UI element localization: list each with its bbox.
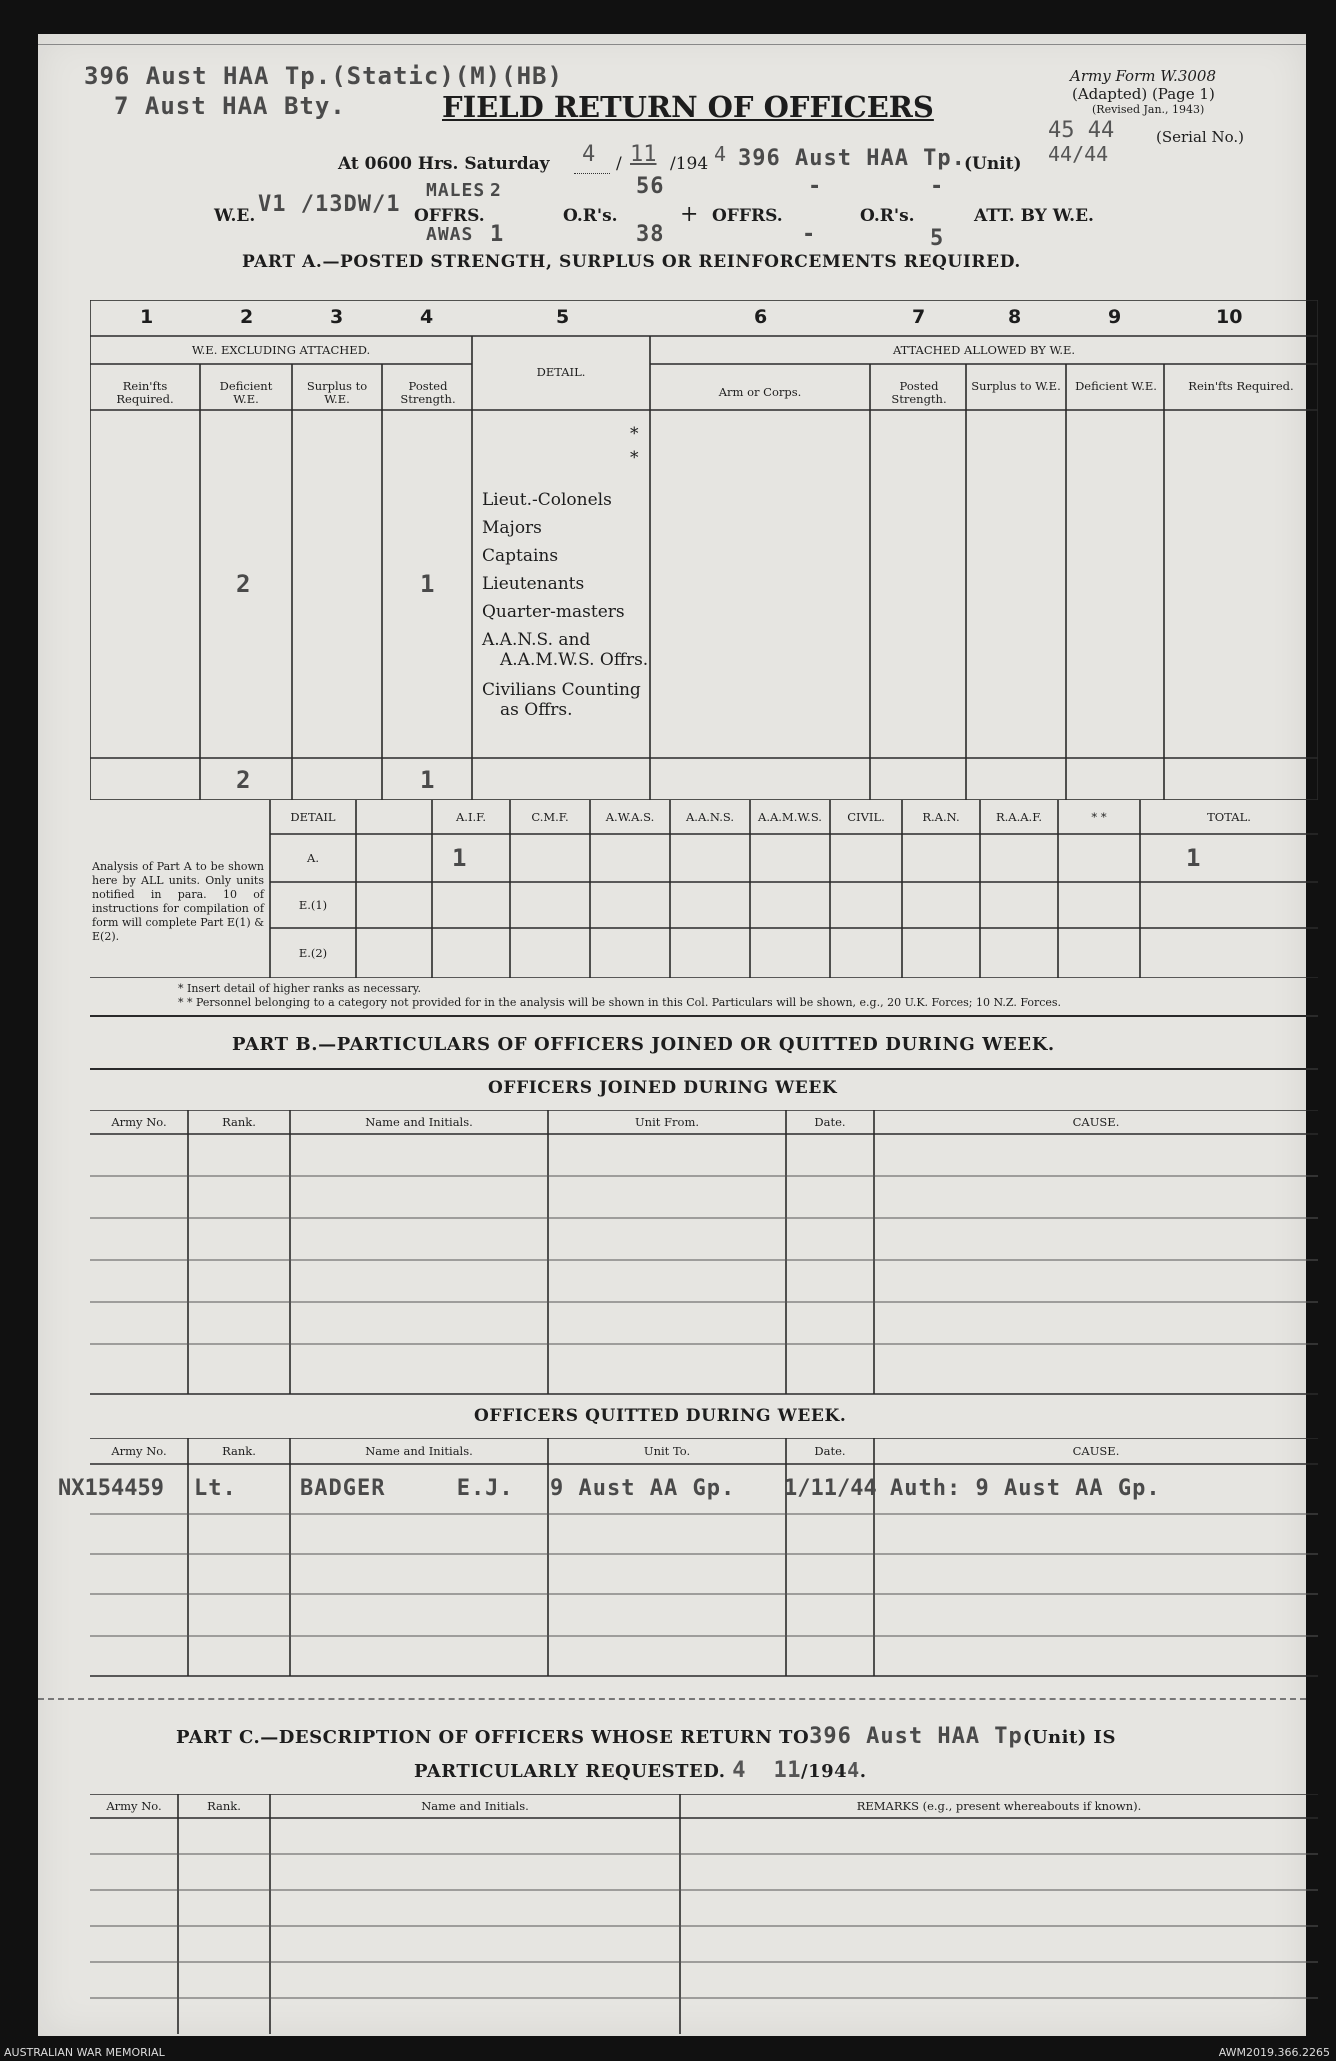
we-offrs-label: OFFRS. <box>414 206 485 226</box>
joined-head-unit-from: Unit From. <box>634 1115 699 1129</box>
part-c-year: 4 <box>847 1758 860 1782</box>
part-b-rule <box>90 1068 1318 1070</box>
total-posted: 1 <box>420 766 436 794</box>
awas-att-offrs: - <box>802 222 817 247</box>
joined-title: OFFICERS JOINED DURING WEEK <box>488 1078 838 1098</box>
rank-captains: Captains <box>482 546 559 566</box>
top-rule <box>38 44 1306 45</box>
col-num-3: 3 <box>330 306 344 328</box>
rank-lt-col: Lieut.-Colonels <box>482 490 612 510</box>
date-month: 11 <box>630 142 657 167</box>
we-att-label: ATT. BY W.E. <box>974 206 1094 226</box>
we-plus: + <box>680 202 699 227</box>
part-c-line1-b: (Unit) IS <box>1022 1727 1116 1748</box>
analysis-a-aif: 1 <box>452 844 468 872</box>
we-label: W.E. <box>214 206 256 226</box>
date-year-prefix: /194 <box>670 154 709 174</box>
analysis-head-awas: A.W.A.S. <box>605 810 655 824</box>
joined-head-army-no: Army No. <box>111 1115 167 1129</box>
footer-left: AUSTRALIAN WAR MEMORIAL <box>4 2046 165 2059</box>
star-1: * <box>630 424 639 444</box>
quitted-rank: Lt. <box>194 1476 237 1501</box>
analysis-head-total: TOTAL. <box>1207 810 1251 824</box>
rank-aans: A.A.N.S. and <box>482 630 591 650</box>
awas-offrs: 1 <box>490 222 505 247</box>
part-c-unit: 396 Aust HAA Tp <box>809 1724 1023 1749</box>
analysis-row-e2: E.(2) <box>298 946 328 960</box>
col-num-4: 4 <box>420 306 434 328</box>
part-c-line1 <box>176 1724 1116 1749</box>
joined-head-date: Date. <box>814 1115 846 1129</box>
part-c-head-army-no: Army No. <box>106 1799 162 1813</box>
quitted-head-cause: CAUSE. <box>1072 1444 1120 1458</box>
quitted-name: BADGER E.J. <box>300 1476 514 1501</box>
part-c-line2-b: /194 <box>801 1761 848 1782</box>
head-surplus-right: Surplus to W.E. <box>971 379 1061 393</box>
lieut-deficient: 2 <box>236 570 252 598</box>
analysis-head-cmf: C.M.F. <box>531 810 569 824</box>
males-att-offrs: - <box>808 174 823 199</box>
part-c-grid <box>90 1794 1318 2034</box>
col-num-5: 5 <box>556 306 570 328</box>
head-reinfts-right: Rein'fts Required. <box>1188 379 1294 393</box>
joined-head-name: Name and Initials. <box>365 1115 473 1129</box>
part-c-line2-a: PARTICULARLY REQUESTED. <box>414 1761 726 1782</box>
we-ors-label: O.R's. <box>563 206 618 226</box>
part-c-table <box>90 1794 1318 2034</box>
analysis-row-e1: E.(1) <box>298 898 328 912</box>
date-day: 4 <box>582 142 596 167</box>
analysis-note: Analysis of Part A to be shown here by ALL units. Only units notified in para. 10 of instructions for compilation of form will complete Part E(1) & E(2). <box>92 860 264 943</box>
part-c-line1-a: PART C.—DESCRIPTION OF OFFICERS WHOSE RETURN TO <box>176 1727 810 1748</box>
analysis-head-ran: R.A.N. <box>922 810 960 824</box>
part-b-title: PART B.—PARTICULARS OF OFFICERS JOINED OR QUITTED DURING WEEK. <box>232 1034 1055 1055</box>
analysis-section <box>90 800 1318 978</box>
quitted-army-no: NX154459 <box>58 1476 164 1501</box>
form-revised: (Revised Jan., 1943) <box>1092 103 1205 116</box>
quitted-table <box>58 1438 1318 1678</box>
head-deficient-left: Deficient W.E. <box>219 379 273 406</box>
joined-head-rank: Rank. <box>222 1115 256 1129</box>
awas-att-ors: 5 <box>930 226 945 251</box>
quitted-unit-to: 9 Aust AA Gp. <box>550 1476 736 1501</box>
analysis-head-civil: CIVIL. <box>847 810 885 824</box>
quitted-head-army-no: Army No. <box>111 1444 167 1458</box>
date-unit-label: (Unit) <box>964 154 1022 174</box>
joined-head-cause: CAUSE. <box>1072 1115 1120 1129</box>
footnote-2: * * Personnel belonging to a category not provided for in the analysis will be shown in this Col. Particulars will be shown, e.g., 20 U.K. Forces; 10 N.Z. Forces. <box>178 996 1062 1009</box>
day-dots <box>574 173 610 174</box>
col-num-10: 10 <box>1216 306 1243 328</box>
head-posted-left: Posted Strength. <box>400 379 456 406</box>
we-excluding-head: W.E. EXCLUDING ATTACHED. <box>191 343 371 357</box>
rank-lieutenants: Lieutenants <box>482 574 585 594</box>
awas-ors: 38 <box>636 222 665 247</box>
form-adapted: (Adapted) (Page 1) <box>1072 85 1215 103</box>
joined-table <box>90 1110 1318 1396</box>
awas-label: AWAS <box>426 224 474 245</box>
analysis-head-other: * * <box>1091 810 1107 824</box>
part-c-head-remarks: REMARKS (e.g., present whereabouts if known). <box>856 1799 1142 1813</box>
males-att-ors: - <box>930 174 945 199</box>
quitted-grid <box>90 1438 1318 1678</box>
col-num-6: 6 <box>754 306 768 328</box>
form-name: Army Form W.3008 <box>1070 67 1216 85</box>
date-at-label: At 0600 Hrs. Saturday <box>338 154 550 174</box>
analysis-head-aamws: A.A.M.W.S. <box>758 810 822 824</box>
lieut-posted: 1 <box>420 570 436 598</box>
date-unit: 396 Aust HAA Tp. <box>738 146 966 171</box>
analysis-head-aif: A.I.F. <box>455 810 486 824</box>
footnote-1: * Insert detail of higher ranks as necessary. <box>178 982 422 995</box>
analysis-head-raaf: R.A.A.F. <box>995 810 1043 824</box>
head-surplus-left: Surplus to W.E. <box>306 379 368 406</box>
part-a-table <box>90 300 1318 800</box>
serial-handwritten-2: 44/44 <box>1048 142 1109 166</box>
col-num-1: 1 <box>140 306 154 328</box>
detail-head: DETAIL. <box>536 365 586 379</box>
rank-majors: Majors <box>482 518 542 538</box>
head-reinfts-left: Rein'fts Required. <box>116 379 174 406</box>
analysis-row-a: A. <box>307 851 319 865</box>
head-posted-right: Posted Strength. <box>891 379 947 406</box>
we-value: V1 /13DW/1 <box>258 192 401 217</box>
col-num-2: 2 <box>240 306 254 328</box>
col-num-7: 7 <box>912 306 926 328</box>
serial-handwritten: 45 44 <box>1048 118 1115 143</box>
footer-right: AWM2019.366.2265 <box>1218 2046 1330 2059</box>
part-c-head-rank: Rank. <box>207 1799 241 1813</box>
quitted-head-date: Date. <box>814 1444 846 1458</box>
males-offrs: 2 <box>490 180 502 201</box>
cut-line <box>38 1698 1306 1700</box>
males-ors: 56 <box>636 174 665 199</box>
quitted-cause: Auth: 9 Aust AA Gp. <box>890 1476 1161 1501</box>
part-c-line2: PARTICULARLY REQUESTED. 4 11/1944. <box>414 1758 867 1783</box>
unit-line-2: 7 Aust HAA Bty. <box>114 92 346 120</box>
total-deficient: 2 <box>236 766 252 794</box>
we-offrs2-label: OFFRS. <box>712 206 783 226</box>
serial-label: (Serial No.) <box>1156 128 1244 146</box>
analysis-a-total: 1 <box>1186 844 1202 872</box>
form-title: FIELD RETURN OF OFFICERS <box>442 90 934 124</box>
part-a-grid <box>90 300 1318 800</box>
part-a-title: PART A.—POSTED STRENGTH, SURPLUS OR REINFORCEMENTS REQUIRED. <box>242 252 1021 272</box>
we-ors2-label: O.R's. <box>860 206 915 226</box>
rank-civilians: Civilians Counting <box>482 680 641 700</box>
analysis-head-aans: A.A.N.S. <box>685 810 735 824</box>
rank-qm: Quarter-masters <box>482 602 625 622</box>
quitted-head-unit-to: Unit To. <box>643 1444 691 1458</box>
quitted-head-rank: Rank. <box>222 1444 256 1458</box>
attached-allowed-head: ATTACHED ALLOWED BY W.E. <box>892 343 1076 357</box>
head-arm-corps: Arm or Corps. <box>718 385 802 399</box>
rank-as-offrs: as Offrs. <box>500 700 573 720</box>
part-c-head-name: Name and Initials. <box>421 1799 529 1813</box>
quitted-date: 1/11/44 <box>784 1476 877 1501</box>
col-num-9: 9 <box>1108 306 1122 328</box>
rank-aamws: A.A.M.W.S. Offrs. <box>500 650 649 670</box>
part-c-date: 4 11 <box>732 1758 802 1783</box>
col-num-8: 8 <box>1008 306 1022 328</box>
form-paper: 396 Aust HAA Tp.(Static)(M)(HB) 7 Aust HAA Bty. FIELD RETURN OF OFFICERS Army Form W.3008 (Adapted) (Page 1) (Revised Jan., 1943) 45 44 44/44 (Serial No.) At 0600 Hrs. Saturday 4 / 11 /194 4 396 Aust HAA Tp. (Unit) W.E. V1 /13DW/1 MALES 2 56 - - OFFRS. O.R's. + OFFRS. O.R's. ATT. BY W.E. AWAS 1 38 - 5 PART A.—POSTED STRENGTH, SURPLUS OR REINFORCEMENTS REQUIRED. 1 2 3 4 5 6 7 8 9 10 W.E. EXCLUDING ATTACHED. ATTACHED ALLOWED BY W.E. DETAIL. Rein'fts Required. Deficient W.E. Surplus to W.E. Posted Strength. Arm or Corps. Posted Strength. Surplus to W.E. Deficient W.E. Rein'fts Required. * * Lieut.-Colonels Majors Captains Lieutenants Quarter-masters A.A.N.S. and A.A.M.W.S. Offrs. Civilians Counting as Offrs. 2 1 2 1 Analysis of Part A to be shown here by ALL units. Only units notified in para. 10 of instructions for compilation of form will complete Part E(1) & E(2). DETAIL A.I.F. C.M.F. A.W.A.S. A.A.N.S. A.A.M.W.S. CIVIL. R.A.N. R.A.A.F. * * TOTAL. A. E.(1) E.(2) 1 1 * Insert detail of higher ranks as necessary. * * Personnel belonging to a category not provided for in the analysis will be shown in this Col. Particulars will be shown, e.g., 20 U.K. Forces; 10 N.Z. Forces. PART B.—PARTICULARS OF OFFICERS JOINED OR QUITTED DURING WEEK. OFFICERS JOINED DURING WEEK Army No. Rank. Name and Initials. Unit From. Date. CAUSE. OFFICERS QUITTED DURING WEEK. Army No. Rank. Name and Initials. Unit To. Date. CAUSE. NX154459 Lt. BADGER E.J. 9 Aust AA Gp. 1/11/44 Auth: 9 Aust AA Gp. PART C.—DESCRIPTION OF OFFICERS WHOSE RETURN TO396 Aust HAA Tp(Unit) IS PARTICULARLY REQUESTED. 4 11/1944. Army No. Rank. Name and Initials. REMARKS (e.g., present whereabouts if known). <box>38 34 1306 2036</box>
part-a-end-rule <box>90 1015 1318 1017</box>
date-year-suffix: 4 <box>714 142 727 166</box>
males-label: MALES <box>426 180 486 201</box>
quitted-title: OFFICERS QUITTED DURING WEEK. <box>474 1406 847 1426</box>
joined-grid <box>90 1110 1318 1396</box>
unit-line-1: 396 Aust HAA Tp.(Static)(M)(HB) <box>84 62 563 90</box>
quitted-head-name: Name and Initials. <box>365 1444 473 1458</box>
analysis-head-detail: DETAIL <box>290 810 336 824</box>
head-deficient-right: Deficient W.E. <box>1075 379 1157 393</box>
star-2: * <box>630 448 639 468</box>
